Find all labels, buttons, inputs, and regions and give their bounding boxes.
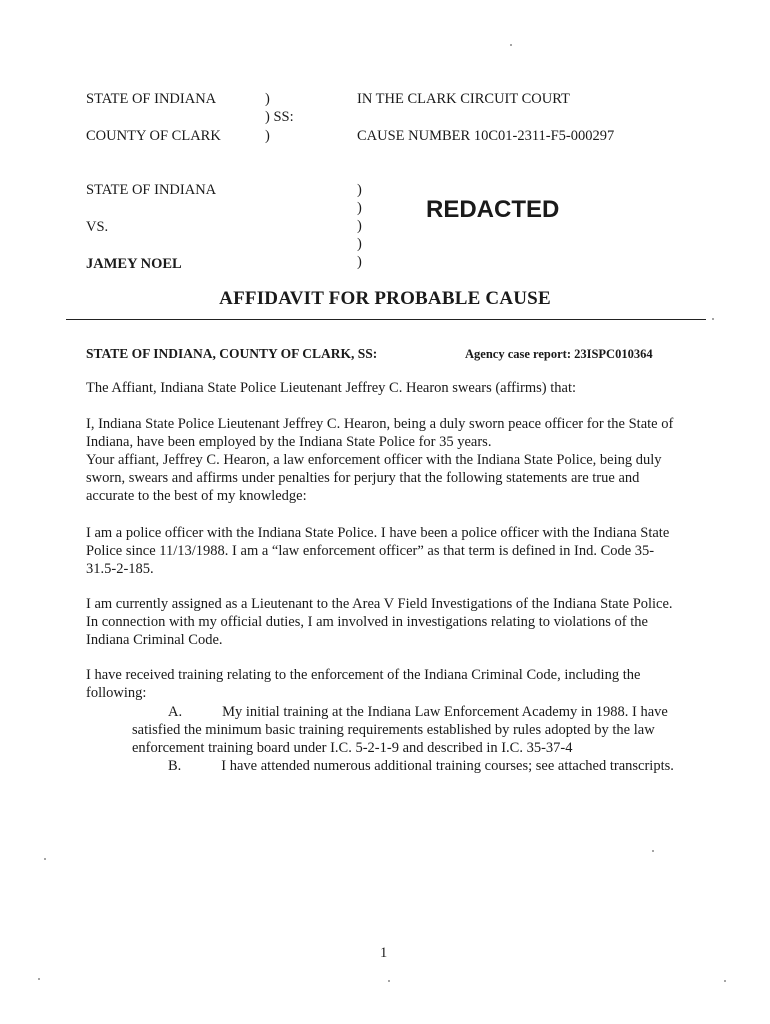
- title-rule: [66, 319, 706, 320]
- venue-line: STATE OF INDIANA, COUNTY OF CLARK, SS:: [86, 346, 378, 361]
- caption-county: COUNTY OF CLARK: [86, 128, 221, 144]
- parties-paren: ): [357, 236, 362, 252]
- intro-text: The Affiant, Indiana State Police Lieutenant Jeffrey C. Hearon swears (affirms) that:: [86, 380, 577, 396]
- item-a-letter: A.: [168, 704, 183, 720]
- plaintiff-name: STATE OF INDIANA: [86, 182, 217, 198]
- scan-speck: [510, 44, 512, 46]
- versus-label: VS.: [86, 219, 109, 235]
- intro-paragraph: [86, 379, 682, 397]
- caption-paren: ): [265, 128, 270, 144]
- parties-paren: ): [357, 182, 362, 198]
- assignment-text: I am currently assigned as a Lieutenant to the Area V Field Investigations of the Indiana State Police. In connection with my official duties, I am involved in investigations relating to violations of the Indiana Criminal Code.: [86, 596, 673, 648]
- parties-paren: ): [357, 200, 362, 216]
- caption-paren-ss: ) SS:: [265, 109, 294, 125]
- scan-speck: [38, 978, 40, 980]
- paragraph-assignment: [86, 595, 682, 649]
- training-text: I have received training relating to the enforcement of the Indiana Criminal Code, including the following:: [86, 667, 641, 701]
- paragraph-training: [86, 666, 682, 702]
- document-title: AFFIDAVIT FOR PROBABLE CAUSE: [219, 288, 551, 309]
- paragraph-employment: [86, 415, 682, 505]
- agency-case-report: Agency case report: 23ISPC010364: [465, 347, 653, 361]
- scan-speck: [652, 850, 654, 852]
- training-item-a: [132, 703, 682, 757]
- caption-state: STATE OF INDIANA: [86, 91, 217, 107]
- item-b-letter: B.: [168, 758, 182, 774]
- item-b-text: I have attended numerous additional training courses; see attached transcripts.: [221, 758, 674, 774]
- employment-text: I, Indiana State Police Lieutenant Jeffrey C. Hearon, being a duly sworn peace officer for the State of Indiana, have been employed by the Indiana State Police for 35 years.: [86, 416, 674, 450]
- parties-paren: ): [357, 254, 362, 270]
- oath-text: Your affiant, Jeffrey C. Hearon, a law enforcement officer with the Indiana State Police, being duly sworn, swears and affirms under penalties for perjury that the following statements are true and accurate to the best of my knowledge:: [86, 452, 662, 504]
- cause-number: CAUSE NUMBER 10C01-2311-F5-000297: [357, 128, 615, 144]
- scan-speck: [724, 980, 726, 982]
- paragraph-officer: [86, 524, 682, 578]
- item-a-text: My initial training at the Indiana Law Enforcement Academy in 1988. I have satisfied the minimum basic training requirements established by rules adopted by the law enforcement training board under I.C. 5-2-1-9 and described in I.C. 35-37-4: [132, 704, 668, 756]
- scan-speck: [44, 858, 46, 860]
- officer-text: I am a police officer with the Indiana State Police. I have been a police officer with the Indiana State Police since 11/13/1988. I am a “law enforcement officer” as that term is defined in Ind. Code 35-31.5-2-185.: [86, 525, 670, 577]
- defendant-name: JAMEY NOEL: [86, 256, 182, 272]
- redacted-stamp: REDACTED: [426, 196, 560, 223]
- caption-paren: ): [265, 91, 270, 107]
- parties-paren: ): [357, 218, 362, 234]
- court-name: IN THE CLARK CIRCUIT COURT: [357, 91, 570, 107]
- scan-speck: [712, 318, 714, 320]
- page-number: 1: [380, 945, 388, 961]
- training-item-b: [132, 757, 682, 775]
- scan-speck: [388, 980, 390, 982]
